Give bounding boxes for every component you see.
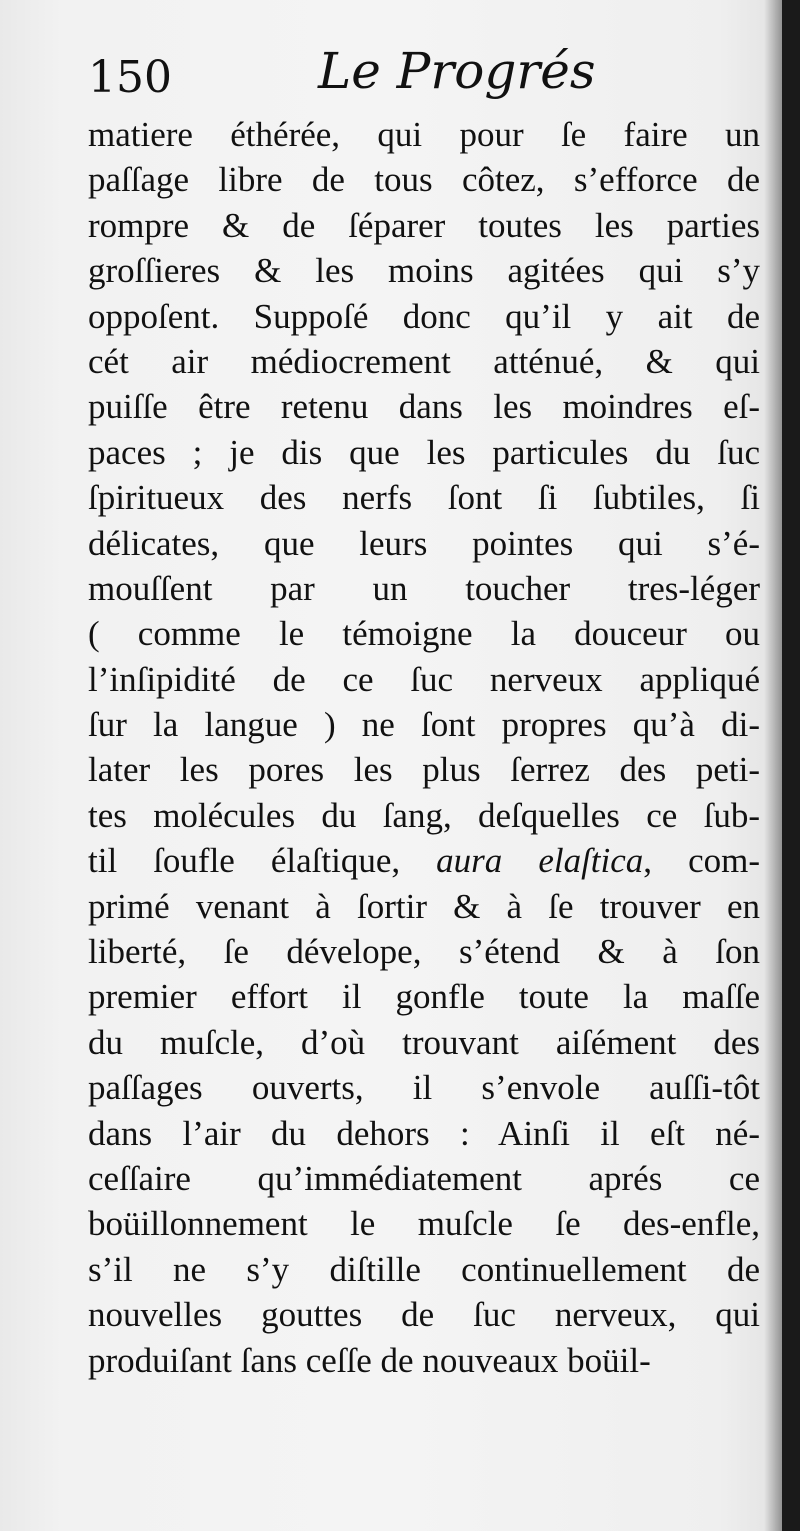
text-line: cét air médiocrement atténué, & qui	[88, 341, 760, 381]
text-line: groſſieres & les moins agitées qui s’y	[88, 251, 760, 291]
text-line: premier effort il gonfle toute la maſſe	[88, 977, 760, 1017]
text-line: paces ; je dis que les particules du ſuc	[88, 432, 760, 472]
running-title: Le Progrés	[318, 42, 596, 100]
text-line: du muſcle, d’où trouvant aiſément des	[88, 1022, 760, 1062]
text-line: produiſant ſans ceſſe de nouveaux boüil-	[88, 1340, 651, 1380]
text-line: délicates, que leurs pointes qui s’é-	[88, 523, 760, 563]
text-line: l’inſipidité de ce ſuc nerveux appliqué	[88, 659, 760, 699]
text-line: oppoſent. Suppoſé donc qu’il y ait de	[88, 296, 760, 336]
text-line: ceſſaire qu’immédiatement aprés ce	[88, 1158, 760, 1198]
page-header	[88, 38, 768, 108]
page-number: 150	[88, 52, 172, 103]
body-text	[88, 112, 760, 1383]
text-line: nouvelles gouttes de ſuc nerveux, qui	[88, 1295, 760, 1335]
text-line: paſſage libre de tous côtez, s’efforce de	[88, 160, 760, 200]
text-line: ſpiritueux des nerfs ſont ſi ſubtiles, ſi	[88, 478, 760, 518]
text-line: puiſſe être retenu dans les moindres eſ-	[88, 387, 760, 427]
text-line: liberté, ſe dévelope, s’étend & à ſon	[88, 932, 760, 972]
text-line-mixed	[88, 838, 760, 883]
text-segment: , com-	[643, 841, 760, 881]
italic-term: aura elaſtica	[436, 841, 644, 881]
text-line: later les pores les plus ſerrez des peti-	[88, 750, 760, 790]
text-line: primé venant à ſortir & à ſe trouver en	[88, 886, 760, 926]
text-line: s’il ne s’y diſtille continuellement de	[88, 1249, 760, 1289]
text-line: boüillonnement le muſcle ſe des-enfle,	[88, 1204, 760, 1244]
text-line: tes molécules du ſang, deſquelles ce ſub-	[88, 795, 760, 835]
text-line: rompre & de ſéparer toutes les parties	[88, 205, 760, 245]
text-line: dans l’air du dehors : Ainſi il eſt né-	[88, 1113, 760, 1153]
text-line: mouſſent par un toucher tres-léger	[88, 568, 760, 608]
page-edge-shadow	[764, 0, 782, 1531]
text-segment: til ſoufle élaſtique,	[88, 841, 437, 881]
text-line: ſur la langue ) ne ſont propres qu’à di-	[88, 705, 760, 745]
text-line: paſſages ouverts, il s’envole auſſi-tôt	[88, 1068, 760, 1108]
text-line: matiere éthérée, qui pour ſe faire un	[88, 115, 760, 154]
text-line: ( comme le témoigne la douceur ou	[88, 614, 760, 654]
